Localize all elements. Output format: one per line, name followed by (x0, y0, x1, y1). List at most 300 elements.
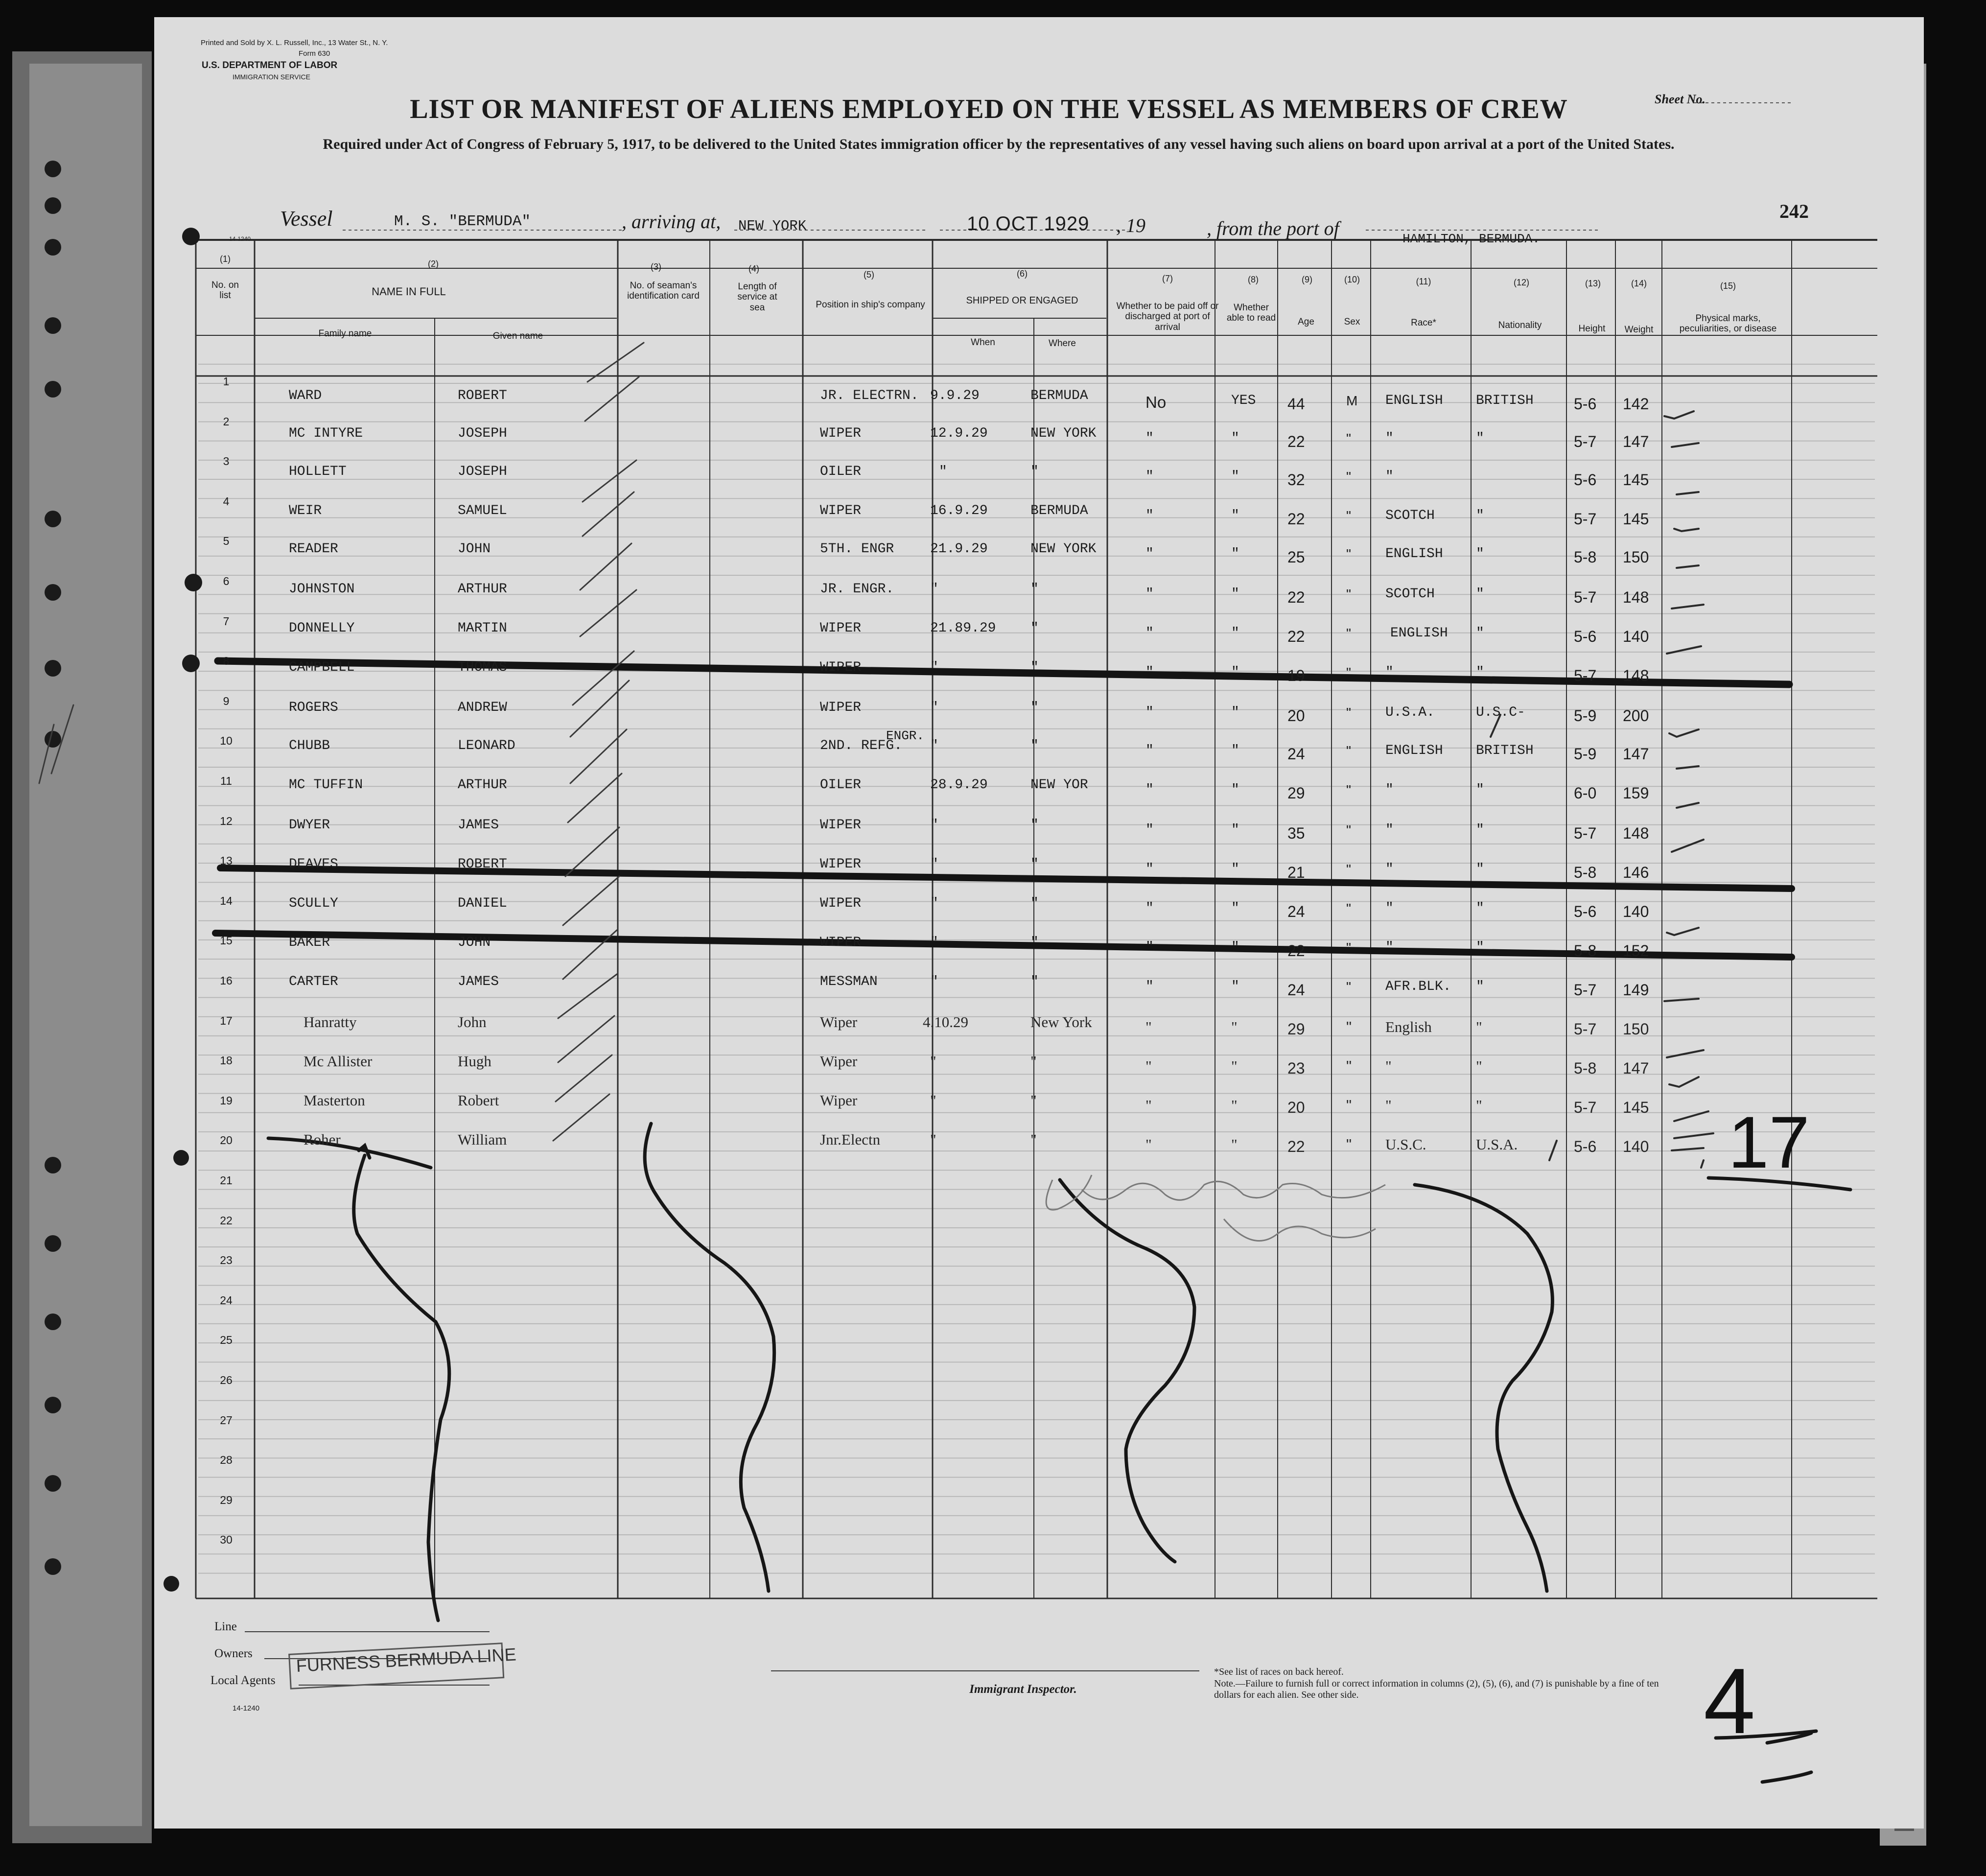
col10-header: Sex (1344, 317, 1360, 327)
owners-stamp: FURNESS BERMUDA LINE (295, 1644, 517, 1676)
family-name: DONNELLY (289, 621, 355, 636)
shipped-when: 21.89.29 (930, 621, 996, 636)
race: SCOTCH (1385, 586, 1435, 602)
weight: 142 (1623, 395, 1649, 413)
line-number: 1 (223, 375, 230, 388)
col14-number: (14) (1631, 279, 1647, 288)
line-number: 17 (220, 1014, 233, 1027)
nationality: " (1476, 822, 1484, 838)
sex: " (1346, 1097, 1352, 1114)
line-number: 12 (220, 814, 233, 827)
nationality: " (1476, 431, 1484, 446)
weight: 147 (1623, 745, 1649, 763)
able-to-read: " (1231, 665, 1239, 680)
chubb-position-extra: ENGR. (886, 728, 925, 743)
col2-header: NAME IN FULL (372, 285, 446, 298)
position: JR. ELECTRN. (820, 388, 919, 403)
race: " (1385, 901, 1394, 916)
position: Wiper (820, 1053, 858, 1070)
shipped-when: " (930, 896, 938, 911)
family-name: CAMPBELL (289, 660, 355, 675)
position: 2ND. REFG. (820, 738, 903, 753)
able-to-read: " (1231, 626, 1239, 641)
sex: " (1346, 508, 1351, 523)
shipped-when: " (930, 857, 938, 872)
line-number: 19 (220, 1094, 233, 1107)
able-to-read: " (1231, 431, 1239, 446)
nationality: " (1476, 979, 1484, 994)
sex: " (1346, 1136, 1352, 1153)
position: Jnr.Electn (820, 1131, 881, 1148)
position: WIPER (820, 503, 862, 518)
shipped-when: 9.9.29 (930, 388, 980, 403)
col6-when-header: When (971, 337, 995, 348)
weight: 145 (1623, 1099, 1649, 1116)
line-number: 2 (223, 415, 230, 428)
given-name: LEONARD (458, 738, 515, 753)
nationality: " (1476, 586, 1484, 602)
height: 5-7 (1574, 1099, 1597, 1116)
col12-header: Nationality (1498, 320, 1542, 330)
family-name: MC TUFFIN (289, 777, 363, 793)
col6-where-header: Where (1049, 338, 1076, 349)
vessel-label: Vessel (280, 207, 333, 231)
weight: 148 (1623, 588, 1649, 606)
line-number: 3 (223, 455, 230, 468)
departure-port: HAMILTON, BERMUDA. (1402, 232, 1540, 246)
given-name: Hugh (458, 1053, 491, 1070)
family-name: Roher (304, 1131, 341, 1148)
age: 22 (1287, 433, 1305, 450)
form-code-bottom: 14-1240 (233, 1704, 260, 1712)
shipped-where: " (1030, 974, 1039, 989)
col1-number: (1) (220, 254, 231, 264)
line-number: 7 (223, 614, 230, 628)
nationality: " (1476, 940, 1484, 955)
paid-off: " (1145, 431, 1154, 446)
race: " (1385, 940, 1394, 955)
shipped-where: BERMUDA (1030, 503, 1088, 518)
shipped-where: " (1030, 935, 1039, 950)
race: English (1385, 1018, 1432, 1035)
race: " (1385, 782, 1394, 797)
line-number: 23 (220, 1254, 233, 1267)
family-name: WARD (289, 388, 322, 403)
height: 5-6 (1574, 628, 1597, 645)
shipped-when: " (930, 1092, 936, 1109)
race: AFR.BLK. (1385, 979, 1451, 994)
able-to-read: " (1231, 940, 1239, 955)
footer-owners-label: Owners (214, 1647, 253, 1660)
height: 5-6 (1574, 471, 1597, 489)
line-number: 28 (220, 1454, 233, 1467)
line-number: 15 (220, 934, 233, 947)
able-to-read: " (1231, 862, 1239, 877)
sex: " (1346, 665, 1351, 680)
line-number: 16 (220, 974, 233, 987)
line-number: 10 (220, 734, 233, 748)
line-number: 4 (223, 494, 230, 508)
shipped-when: 12.9.29 (930, 426, 988, 441)
col5-number: (5) (864, 270, 874, 280)
line-number: 21 (220, 1174, 233, 1187)
col15-number: (15) (1720, 281, 1736, 291)
line-number: 22 (220, 1214, 233, 1227)
penalty-note: Note.—Failure to furnish full or correct information in columns (2), (5), (6), and (7) is punishable by a fine of ten dollars for each alien. See other side. (1214, 1678, 1659, 1700)
given-name: ROBERT (458, 388, 507, 403)
position: WIPER (820, 857, 862, 872)
paid-off: " (1145, 901, 1154, 916)
races-note: *See list of races on back hereof. (1214, 1666, 1344, 1677)
weight: 145 (1623, 510, 1649, 528)
nationality: BRITISH (1476, 743, 1534, 758)
sex: " (1346, 743, 1351, 758)
col8-number: (8) (1248, 275, 1259, 284)
nationality: U.S.A. (1476, 1136, 1518, 1153)
shipped-where: " (1030, 464, 1039, 479)
shipped-when: 21.9.29 (930, 541, 988, 557)
nationality: U.S.C- (1476, 705, 1525, 720)
weight: 150 (1623, 548, 1649, 566)
shipped-where: " (1030, 660, 1039, 675)
sheet-label: Sheet No. (1655, 92, 1706, 106)
arrival-port: NEW YORK (738, 218, 807, 234)
shipped-when: " (930, 700, 938, 715)
shipped-when: " (930, 1131, 936, 1148)
given-name: John (458, 1013, 487, 1031)
col4-header: Length of service at sea (737, 281, 777, 313)
page-title: LIST OR MANIFEST OF ALIENS EMPLOYED ON THE VESSEL AS MEMBERS OF CREW (410, 94, 1568, 124)
position: OILER (820, 464, 862, 479)
arrival-date: 10 OCT 1929 (967, 213, 1090, 234)
position: Wiper (820, 1092, 858, 1109)
height: 5-8 (1574, 942, 1597, 960)
weight: 140 (1623, 903, 1649, 920)
height: 5-7 (1574, 588, 1597, 606)
weight: 140 (1623, 628, 1649, 645)
shipped-when: 16.9.29 (930, 503, 988, 518)
line-number: 24 (220, 1293, 233, 1307)
able-to-read: " (1231, 586, 1239, 602)
height: 5-7 (1574, 824, 1597, 842)
shipped-when: " (930, 935, 938, 950)
height: 5-8 (1574, 548, 1597, 566)
height: 5-7 (1574, 510, 1597, 528)
able-to-read: " (1231, 546, 1239, 562)
weight: 148 (1623, 824, 1649, 842)
age: 22 (1287, 628, 1305, 645)
family-name: BAKER (289, 935, 330, 950)
position: Wiper (820, 1013, 858, 1031)
line-number: 18 (220, 1054, 233, 1067)
shipped-when: 4.10.29 (923, 1013, 968, 1031)
weight: 147 (1623, 433, 1649, 450)
age: 23 (1287, 1059, 1305, 1077)
weight: 140 (1623, 1138, 1649, 1155)
family-name: READER (289, 541, 338, 557)
age: 20 (1287, 1099, 1305, 1116)
paid-off: " (1145, 1057, 1152, 1075)
age: 35 (1287, 824, 1305, 842)
paid-off: " (1145, 546, 1154, 562)
line-number: 11 (220, 774, 232, 787)
col9-number: (9) (1302, 275, 1312, 284)
page-sequence-number: 4 (1704, 1649, 1755, 1753)
shipped-where: " (1030, 738, 1039, 753)
position: WIPER (820, 700, 862, 715)
race: " (1385, 1057, 1392, 1075)
age: 22 (1287, 588, 1305, 606)
col13-header: Height (1578, 324, 1606, 334)
nationality: " (1476, 782, 1484, 797)
sex: " (1346, 979, 1351, 994)
age: 22 (1287, 510, 1305, 528)
age: 21 (1287, 864, 1305, 881)
col13-number: (13) (1585, 279, 1601, 288)
race: " (1385, 1097, 1392, 1114)
weight: 150 (1623, 1020, 1649, 1038)
col7-number: (7) (1162, 274, 1173, 283)
weight: 152 (1623, 942, 1649, 960)
shipped-where: NEW YORK (1030, 426, 1097, 441)
col6-header: SHIPPED OR ENGAGED (966, 295, 1078, 306)
page-number: 242 (1779, 200, 1809, 222)
shipped-where: " (1030, 857, 1039, 872)
given-name: ANDREW (458, 700, 507, 715)
paid-off: " (1145, 1018, 1152, 1035)
race: " (1385, 665, 1394, 680)
shipped-where: New York (1030, 1013, 1092, 1031)
year-label: , 19 (1116, 214, 1145, 236)
family-name: Mc Allister (304, 1053, 373, 1070)
family-name: SCULLY (289, 896, 338, 911)
given-name: Robert (458, 1092, 499, 1109)
family-name: MC INTYRE (289, 426, 363, 441)
shipped-where: " (1030, 700, 1039, 715)
race: ENGLISH (1385, 546, 1443, 562)
printer-line: Printed and Sold by X. L. Russell, Inc., 13 Water St., N. Y. (201, 39, 388, 47)
line-number: 13 (220, 854, 233, 868)
position: MESSMAN (820, 974, 878, 989)
col7-header: Whether to be paid off or discharged at port of arrival (1116, 301, 1219, 332)
age: 19 (1287, 667, 1305, 684)
given-name: JOSEPH (458, 426, 507, 441)
shipped-where: NEW YOR (1030, 777, 1088, 793)
nationality: " (1476, 901, 1484, 916)
able-to-read: " (1231, 1018, 1238, 1035)
weight: 148 (1623, 667, 1649, 684)
line-number: 26 (220, 1374, 233, 1386)
nationality: " (1476, 665, 1484, 680)
sex: " (1346, 782, 1351, 797)
paid-off: " (1145, 705, 1154, 720)
sex: " (1346, 626, 1351, 641)
family-name: CHUBB (289, 738, 330, 753)
position: OILER (820, 777, 862, 793)
race: " (1385, 822, 1394, 838)
race: ENGLISH (1385, 393, 1443, 408)
given-name: THOMAS (458, 660, 507, 675)
col6-number: (6) (1017, 269, 1028, 279)
sex: " (1346, 901, 1351, 916)
paid-off: " (1145, 586, 1154, 602)
sex: " (1346, 546, 1351, 562)
line-number: 30 (220, 1533, 233, 1547)
height: 5-8 (1574, 1059, 1597, 1077)
shipped-where: " (1030, 1131, 1037, 1148)
race: U.S.C. (1385, 1136, 1426, 1153)
able-to-read: " (1231, 782, 1239, 797)
given-name: SAMUEL (458, 503, 507, 518)
line-number: 9 (223, 694, 230, 707)
race: " (1385, 862, 1394, 877)
paid-off: " (1145, 626, 1154, 641)
col12-number: (12) (1513, 278, 1530, 287)
family-name: Hanratty (304, 1013, 357, 1031)
col15-header: Physical marks, peculiarities, or disease (1679, 313, 1777, 334)
given-name: JOHN (458, 935, 491, 950)
position: WIPER (820, 426, 862, 441)
nationality: BRITISH (1476, 393, 1534, 408)
shipped-when: 28.9.29 (930, 777, 988, 793)
line-number: 20 (220, 1134, 233, 1147)
height: 5-9 (1574, 707, 1597, 725)
col2-family-header: Family name (318, 328, 372, 339)
able-to-read: " (1231, 1057, 1238, 1075)
age: 29 (1287, 784, 1305, 802)
footer-line-label: Line (214, 1620, 237, 1633)
paid-off: " (1145, 822, 1154, 838)
able-to-read: " (1231, 1136, 1238, 1153)
position: WIPER (820, 935, 862, 950)
shipped-where: NEW YORK (1030, 541, 1097, 557)
shipped-when: " (930, 1053, 936, 1070)
nationality: " (1476, 626, 1484, 641)
paid-off: " (1145, 508, 1154, 523)
able-to-read: " (1231, 1097, 1238, 1114)
vessel-name: M. S. "BERMUDA" (394, 213, 531, 230)
service: IMMIGRATION SERVICE (233, 73, 310, 81)
nationality: " (1476, 1018, 1482, 1035)
shipped-when: " (930, 582, 938, 597)
inspector-label: Immigrant Inspector. (969, 1683, 1077, 1696)
weight: 159 (1623, 784, 1649, 802)
shipped-when: " (930, 660, 938, 675)
shipped-where: " (1030, 1053, 1037, 1070)
sex: " (1346, 705, 1351, 720)
age: 29 (1287, 1020, 1305, 1038)
shipped-when: " (930, 738, 938, 753)
sex: " (1346, 431, 1351, 446)
department: U.S. DEPARTMENT OF LABOR (202, 60, 338, 70)
position: WIPER (820, 818, 862, 833)
col4-number: (4) (748, 264, 759, 274)
line-number: 25 (220, 1334, 233, 1347)
tally-mark: 17 (1728, 1101, 1810, 1183)
shipped-when: " (930, 818, 938, 833)
height: 5-6 (1574, 903, 1597, 920)
age: 22 (1287, 1138, 1305, 1155)
sex: " (1346, 822, 1351, 838)
weight: 200 (1623, 707, 1649, 725)
height: 5-6 (1574, 1138, 1597, 1155)
able-to-read: " (1231, 705, 1239, 720)
family-name: ROGERS (289, 700, 338, 715)
able-to-read: " (1231, 901, 1239, 916)
col14-header: Weight (1624, 325, 1654, 335)
line-number: 14 (220, 894, 233, 907)
nationality: " (1476, 1097, 1482, 1114)
line-number: 29 (220, 1493, 233, 1506)
shipped-where: " (1030, 621, 1039, 636)
race: ENGLISH (1385, 743, 1443, 758)
height: 6-0 (1574, 784, 1597, 802)
paid-off: No (1145, 393, 1167, 411)
family-name: CARTER (289, 974, 338, 989)
race: SCOTCH (1385, 508, 1435, 523)
height: 5-8 (1574, 864, 1597, 881)
sex: M (1346, 393, 1358, 408)
shipped-when: " (930, 974, 938, 989)
able-to-read: YES (1231, 393, 1256, 408)
paid-off: " (1145, 782, 1154, 797)
sex: " (1346, 1018, 1352, 1035)
age: 25 (1287, 548, 1305, 566)
position: WIPER (820, 896, 862, 911)
arriving-label: , arriving at, (622, 211, 721, 233)
sex: " (1346, 469, 1351, 484)
form-number: Form 630 (299, 49, 330, 58)
weight: 147 (1623, 1059, 1649, 1077)
shipped-where: BERMUDA (1030, 388, 1088, 403)
race: U.S.A. (1385, 705, 1435, 720)
height: 5-7 (1574, 981, 1597, 999)
given-name: JOHN (458, 541, 491, 557)
able-to-read: " (1231, 469, 1239, 484)
page-subtitle: Required under Act of Congress of February 5, 1917, to be delivered to the United States immigration officer by the representatives of any vessel having such aliens on board upon arrival at a port of the United States. (323, 136, 1675, 152)
height: 5-7 (1574, 1020, 1597, 1038)
sex: " (1346, 862, 1351, 877)
race: " (1385, 469, 1394, 484)
position: WIPER (820, 621, 862, 636)
col2-number: (2) (428, 259, 439, 269)
position: WIPER (820, 660, 862, 675)
given-name: William (458, 1131, 507, 1148)
weight: 149 (1623, 981, 1649, 999)
given-name: MARTIN (458, 621, 507, 636)
from-port-label: , from the port of (1207, 217, 1339, 239)
line-number: 27 (220, 1413, 233, 1427)
nationality: " (1476, 1057, 1482, 1075)
paid-off: " (1145, 1097, 1152, 1114)
paid-off: " (1145, 1136, 1152, 1153)
given-name: ARTHUR (458, 582, 507, 597)
given-name: ROBERT (458, 857, 507, 872)
able-to-read: " (1231, 508, 1239, 523)
age: 24 (1287, 745, 1305, 763)
able-to-read: " (1231, 822, 1239, 838)
shipped-where: " (1030, 818, 1039, 833)
given-name: JAMES (458, 818, 499, 833)
position: JR. ENGR. (820, 582, 894, 597)
family-name: JOHNSTON (289, 582, 355, 597)
line-number: 8 (223, 655, 230, 668)
col5-header: Position in ship's company (816, 300, 925, 310)
able-to-read: " (1231, 743, 1239, 758)
paid-off: " (1145, 469, 1154, 484)
sex: " (1346, 586, 1351, 602)
col11-header: Race* (1411, 318, 1436, 328)
